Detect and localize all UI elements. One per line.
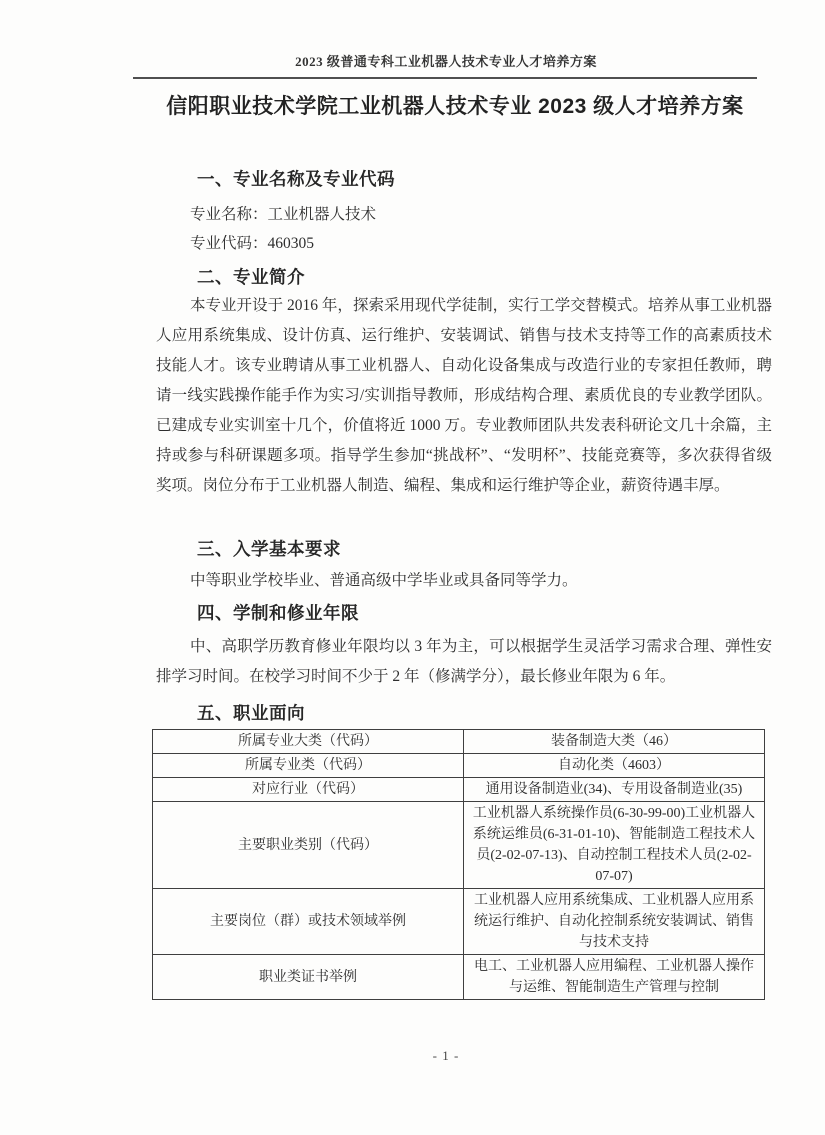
table-row bbox=[153, 889, 765, 955]
row-label: 所属专业大类（代码） bbox=[153, 730, 464, 754]
row-value: 电工、工业机器人应用编程、工业机器人操作与运维、智能制造生产管理与控制 bbox=[464, 955, 765, 1000]
row-value: 工业机器人系统操作员(6-30-99-00)工业机器人系统运维员(6-31-01-10)、智能制造工程技术人员(2-02-07-13)、自动控制工程技术人员(2-02-07-07) bbox=[464, 802, 765, 889]
header-rule bbox=[133, 77, 757, 79]
section-heading-study-duration: 四、学制和修业年限 bbox=[197, 603, 359, 623]
table-row bbox=[153, 778, 765, 802]
table-row bbox=[153, 754, 765, 778]
row-value: 工业机器人应用系统集成、工业机器人应用系统运行维护、自动化控制系统安装调试、销售与技术支持 bbox=[464, 889, 765, 955]
entry-requirements-line: 中等职业学校毕业、普通高级中学毕业或具备同等学力。 bbox=[190, 572, 578, 589]
row-value: 装备制造大类（46） bbox=[464, 730, 765, 754]
section-heading-entry-requirements: 三、入学基本要求 bbox=[197, 539, 341, 559]
page-number: - 1 - bbox=[432, 1048, 460, 1063]
row-label: 主要岗位（群）或技术领域举例 bbox=[153, 889, 464, 955]
row-label: 职业类证书举例 bbox=[153, 955, 464, 1000]
table-row bbox=[153, 802, 765, 889]
row-value: 自动化类（4603） bbox=[464, 754, 765, 778]
section-heading-career-orientation: 五、职业面向 bbox=[197, 703, 305, 723]
row-value: 通用设备制造业(34)、专用设备制造业(35) bbox=[464, 778, 765, 802]
study-duration-paragraph: 中、高职学历教育修业年限均以 3 年为主，可以根据学生灵活学习需求合理、弹性安排学习时间。在校学习时间不少于 2 年（修满学分），最长修业年限为 6 年。 bbox=[156, 638, 772, 685]
row-label: 主要职业类别（代码） bbox=[153, 802, 464, 889]
table-row bbox=[153, 955, 765, 1000]
section-heading-major-intro: 二、专业简介 bbox=[197, 267, 305, 287]
career-orientation-table bbox=[152, 729, 765, 1000]
major-name-line: 专业名称：工业机器人技术 bbox=[190, 206, 377, 223]
major-intro-paragraph: 本专业开设于 2016 年，探索采用现代学徒制，实行工学交替模式。培养从事工业机器人应用系统集成、设计仿真、运行维护、安装调试、销售与技术支持等工作的高素质技术技能人才。该专业聘请从事工业机器人、自动化设备集成与改造行业的专家担任教师，聘请一线实践操作能手作为实习/实训指导教师，形成结构合理、素质优良的专业教学团队。已建成专业实训室十几个，价值将近 1000 万。专业教师团队共发表科研论文几十余篇，主持或参与科研课题多项。指导学生参加“挑战杯”、“发明杯”、技能竞赛等，多次获得省级奖项。岗位分布于工业机器人制造、编程、集成和运行维护等企业，薪资待遇丰厚。 bbox=[156, 297, 772, 494]
row-label: 对应行业（代码） bbox=[153, 778, 464, 802]
section-heading-major-name-code: 一、专业名称及专业代码 bbox=[197, 169, 395, 189]
page-header-text: 2023 级普通专科工业机器人技术专业人才培养方案 bbox=[295, 54, 597, 69]
major-code-line: 专业代码：460305 bbox=[190, 235, 315, 252]
row-label: 所属专业类（代码） bbox=[153, 754, 464, 778]
document-title: 信阳职业技术学院工业机器人技术专业 2023 级人才培养方案 bbox=[166, 95, 744, 118]
table-row bbox=[153, 730, 765, 754]
